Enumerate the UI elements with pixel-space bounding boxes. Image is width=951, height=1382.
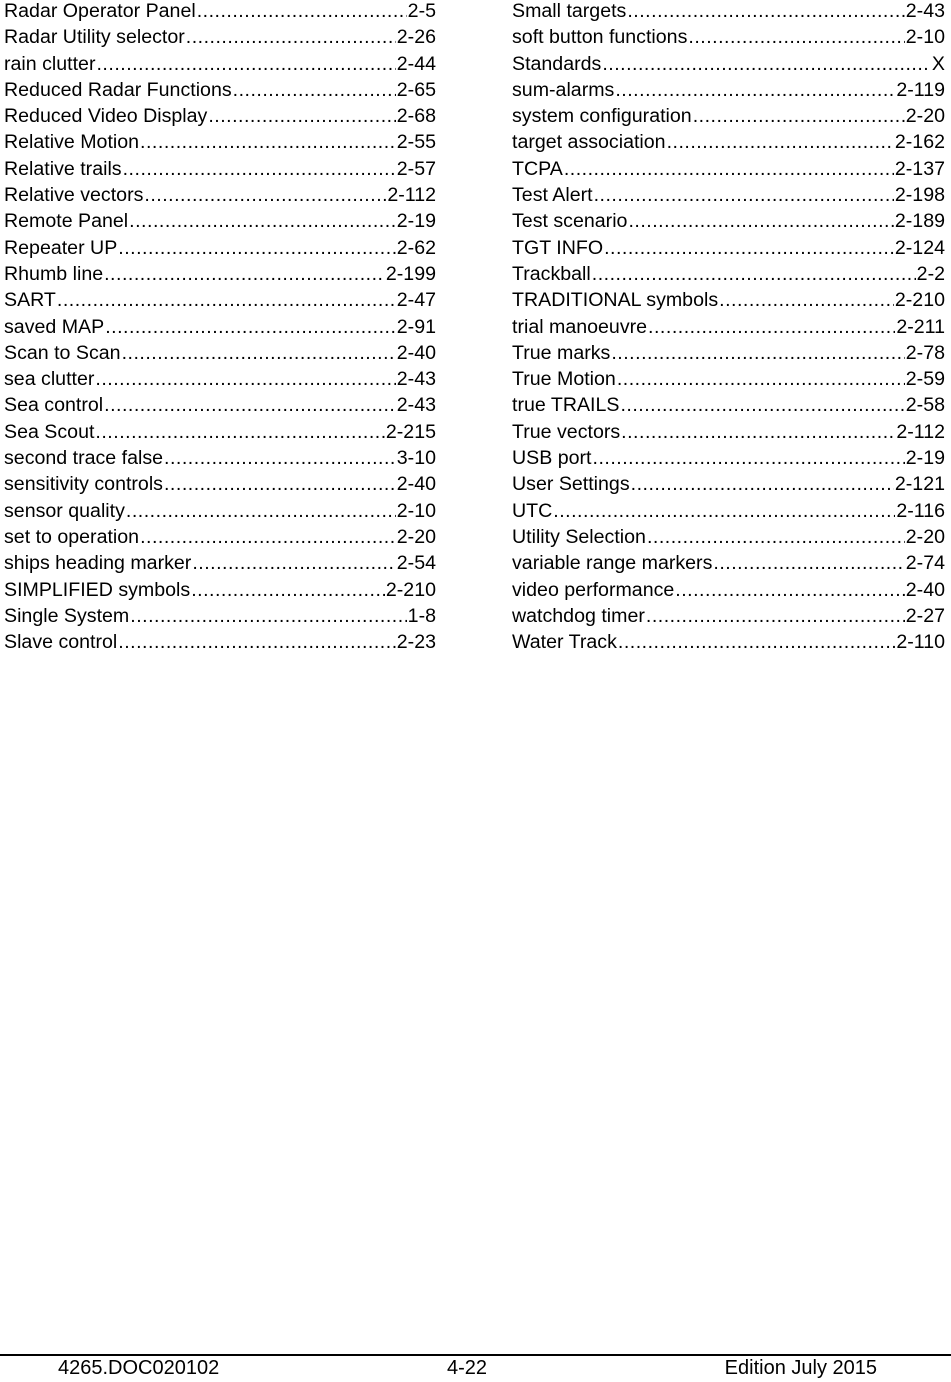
index-term: Small targets	[512, 0, 627, 22]
dot-leader	[594, 182, 894, 208]
dot-leader	[617, 366, 905, 392]
index-term: rain clutter	[4, 52, 96, 75]
index-entry	[4, 208, 436, 234]
index-entry	[4, 419, 436, 445]
index-page-ref: 2-110	[896, 631, 945, 654]
index-term: trial manoeuvre	[512, 315, 648, 338]
index-entry	[512, 156, 945, 182]
index-term: Scan to Scan	[4, 341, 121, 364]
dot-leader	[611, 340, 904, 366]
index-column-right	[512, 0, 945, 655]
index-term: TCPA	[512, 157, 563, 180]
index-page-ref: 2-5	[407, 0, 436, 22]
index-page-ref: 2-211	[896, 315, 945, 338]
index-page-ref: 2-58	[905, 394, 945, 417]
index-term: Reduced Radar Functions	[4, 78, 232, 101]
index-term: UTC	[512, 499, 553, 522]
index-entry	[4, 471, 436, 497]
dot-leader	[164, 471, 396, 497]
index-page-ref: X	[931, 52, 945, 75]
dot-leader	[604, 235, 894, 261]
dot-leader	[186, 24, 396, 50]
dot-leader	[96, 51, 395, 77]
index-entry	[512, 182, 945, 208]
index-entry	[512, 261, 945, 287]
index-term: Remote Panel	[4, 210, 129, 233]
index-page-ref: 2-91	[396, 315, 436, 338]
index-page-ref: 2-68	[396, 105, 436, 128]
index-page-ref: 2-10	[396, 499, 436, 522]
index-term: True marks	[512, 341, 611, 364]
dot-leader	[564, 156, 894, 182]
index-term: Test scenario	[512, 210, 628, 233]
index-term: video performance	[512, 578, 675, 601]
index-term: saved MAP	[4, 315, 105, 338]
index-entry	[4, 603, 436, 629]
index-term: sum-alarms	[512, 78, 615, 101]
dot-leader	[627, 0, 904, 24]
index-page-ref: 2-112	[387, 184, 436, 207]
index-entry	[512, 471, 945, 497]
index-page-ref: 2-124	[894, 236, 945, 259]
index-column-left	[4, 0, 436, 655]
index-page-ref: 2-20	[396, 525, 436, 548]
index-term: User Settings	[512, 473, 630, 496]
index-entry	[4, 392, 436, 418]
index-term: Trackball	[512, 262, 591, 285]
dot-leader	[95, 419, 384, 445]
dot-leader	[130, 603, 406, 629]
index-page-ref: 2-19	[905, 447, 945, 470]
index-term: Radar Operator Panel	[4, 0, 196, 22]
index-term: TRADITIONAL symbols	[512, 289, 719, 312]
index-term: Water Track	[512, 631, 617, 654]
index-term: Relative vectors	[4, 184, 144, 207]
dot-leader	[164, 445, 396, 471]
index-page-ref: 2-198	[894, 184, 945, 207]
index-term: Radar Utility selector	[4, 26, 185, 49]
dot-leader	[615, 77, 895, 103]
index-page-ref: 1-8	[407, 604, 436, 627]
index-entry	[4, 77, 436, 103]
index-entry	[4, 577, 436, 603]
index-term: USB port	[512, 447, 592, 470]
dot-leader	[593, 445, 905, 471]
index-term: True vectors	[512, 420, 621, 443]
index-term: True Motion	[512, 368, 616, 391]
index-page-ref: 2-43	[905, 0, 945, 22]
index-entry	[4, 129, 436, 155]
dot-leader	[105, 314, 396, 340]
index-entry	[4, 24, 436, 50]
index-page-ref: 2-189	[894, 210, 945, 233]
page-footer	[0, 1355, 951, 1382]
index-page-ref: 2-55	[396, 131, 436, 154]
dot-leader	[618, 629, 895, 655]
index-page-ref: 2-40	[905, 578, 945, 601]
dot-leader	[104, 392, 396, 418]
index-entry	[4, 156, 436, 182]
index-term: watchdog timer	[512, 604, 645, 627]
index-term: variable range markers	[512, 552, 713, 575]
index-entry	[4, 366, 436, 392]
index-entry	[4, 103, 436, 129]
index-entry	[4, 629, 436, 655]
index-page-ref: 2-112	[896, 420, 945, 443]
index-page-ref: 2-47	[396, 289, 436, 312]
index-term: SIMPLIFIED symbols	[4, 578, 191, 601]
index-term: Sea Scout	[4, 420, 95, 443]
index-term: Slave control	[4, 631, 118, 654]
index-term: Standards	[512, 52, 602, 75]
index-page-ref: 2-43	[396, 368, 436, 391]
index-entry	[512, 419, 945, 445]
dot-leader	[104, 261, 385, 287]
index-page-ref: 2-215	[385, 420, 436, 443]
index-entry	[512, 129, 945, 155]
dot-leader	[713, 550, 904, 576]
index-page-ref: 2-43	[396, 394, 436, 417]
dot-leader	[192, 550, 395, 576]
index-page-ref: 2-137	[894, 157, 945, 180]
edition-label: Edition July 2015	[724, 1357, 877, 1379]
index-term: Sea control	[4, 394, 104, 417]
index-term: set to operation	[4, 525, 140, 548]
index-entry	[512, 24, 945, 50]
dot-leader	[628, 208, 893, 234]
index-entry	[4, 445, 436, 471]
index-entry	[4, 314, 436, 340]
dot-leader	[140, 129, 396, 155]
index-term: Relative Motion	[4, 131, 140, 154]
index-term: Rhumb line	[4, 262, 104, 285]
index-term: sea clutter	[4, 368, 95, 391]
index-entry	[512, 340, 945, 366]
dot-leader	[693, 103, 905, 129]
dot-leader	[197, 0, 407, 24]
index-entry	[4, 182, 436, 208]
index-entry	[512, 577, 945, 603]
dot-leader	[144, 182, 386, 208]
index-page-ref: 2-40	[396, 341, 436, 364]
index-term: Utility Selection	[512, 525, 646, 548]
index-entry	[4, 0, 436, 24]
index-entry	[4, 550, 436, 576]
index-term: second trace false	[4, 447, 164, 470]
index-page-ref: 2-162	[894, 131, 945, 154]
index-term: Repeater UP	[4, 236, 118, 259]
index-term: target association	[512, 131, 666, 154]
index-page-ref: 2-54	[396, 552, 436, 575]
index-page-ref: 2-23	[396, 631, 436, 654]
index-term: Test Alert	[512, 184, 593, 207]
dot-leader	[129, 208, 396, 234]
dot-leader	[122, 340, 396, 366]
index-page-ref: 2-57	[396, 157, 436, 180]
index-page-ref: 2-78	[905, 341, 945, 364]
index-term: Relative trails	[4, 157, 122, 180]
index-entry	[512, 392, 945, 418]
index-page-ref: 2-210	[385, 578, 436, 601]
index-term: system configuration	[512, 105, 692, 128]
index-term: SART	[4, 289, 56, 312]
dot-leader	[208, 103, 395, 129]
index-entry	[512, 314, 945, 340]
dot-leader	[123, 156, 396, 182]
index-entry	[512, 287, 945, 313]
index-page-ref: 2-19	[396, 210, 436, 233]
index-entry	[4, 235, 436, 261]
index-page-ref: 2-10	[905, 26, 945, 49]
index-page-ref: 2-2	[916, 262, 945, 285]
index-page-ref: 2-74	[905, 552, 945, 575]
dot-leader	[648, 314, 895, 340]
index-page-ref: 2-20	[905, 105, 945, 128]
index-page-ref: 2-26	[396, 26, 436, 49]
dot-leader	[688, 24, 904, 50]
index-page-ref: 2-40	[396, 473, 436, 496]
index-page-ref: 3-10	[396, 447, 436, 470]
index-page-ref: 2-27	[905, 604, 945, 627]
index-page-ref: 2-116	[896, 499, 945, 522]
dot-leader	[621, 419, 895, 445]
index-entry	[512, 498, 945, 524]
index-page-ref: 2-119	[896, 78, 945, 101]
index-entry	[512, 603, 945, 629]
index-entry	[512, 235, 945, 261]
dot-leader	[719, 287, 894, 313]
index-term: ships heading marker	[4, 552, 192, 575]
index-term: sensitivity controls	[4, 473, 163, 496]
index-entry	[4, 524, 436, 550]
dot-leader	[620, 392, 904, 418]
dot-leader	[647, 524, 905, 550]
index-page-ref: 2-62	[396, 236, 436, 259]
index-entry	[4, 51, 436, 77]
dot-leader	[118, 235, 396, 261]
index-page-ref: 2-20	[905, 525, 945, 548]
index-page-ref: 2-210	[894, 289, 945, 312]
index-entry	[4, 261, 436, 287]
index-term: soft button functions	[512, 26, 688, 49]
index-entry	[512, 0, 945, 24]
dot-leader	[191, 577, 385, 603]
index-entry	[512, 51, 945, 77]
index-entry	[512, 445, 945, 471]
index-entry	[512, 629, 945, 655]
index-term: Single System	[4, 604, 130, 627]
dot-leader	[553, 498, 895, 524]
index-page-ref: 2-44	[396, 52, 436, 75]
dot-leader	[57, 287, 396, 313]
index-term: true TRAILS	[512, 394, 620, 417]
index-entry	[512, 208, 945, 234]
index-entry	[512, 524, 945, 550]
dot-leader	[675, 577, 905, 603]
page-number: 4-22	[447, 1357, 488, 1379]
index-entry	[4, 340, 436, 366]
index-term: Reduced Video Display	[4, 105, 208, 128]
index-term: sensor quality	[4, 499, 125, 522]
index-entry	[512, 550, 945, 576]
dot-leader	[126, 498, 396, 524]
index-page-ref: 2-199	[385, 262, 436, 285]
index-entry	[4, 498, 436, 524]
index-page-ref: 2-121	[894, 473, 945, 496]
index-term: TGT INFO	[512, 236, 604, 259]
index-entry	[512, 77, 945, 103]
dot-leader	[631, 471, 894, 497]
dot-leader	[95, 366, 395, 392]
dot-leader	[592, 261, 916, 287]
dot-leader	[140, 524, 396, 550]
dot-leader	[667, 129, 894, 155]
dot-leader	[646, 603, 905, 629]
index-entry	[512, 103, 945, 129]
dot-leader	[602, 51, 931, 77]
dot-leader	[118, 629, 396, 655]
index-page-ref: 2-59	[905, 368, 945, 391]
document-number: 4265.DOC020102	[58, 1357, 220, 1379]
dot-leader	[233, 77, 396, 103]
index-page-ref: 2-65	[396, 78, 436, 101]
index-entry	[4, 287, 436, 313]
index-entry	[512, 366, 945, 392]
